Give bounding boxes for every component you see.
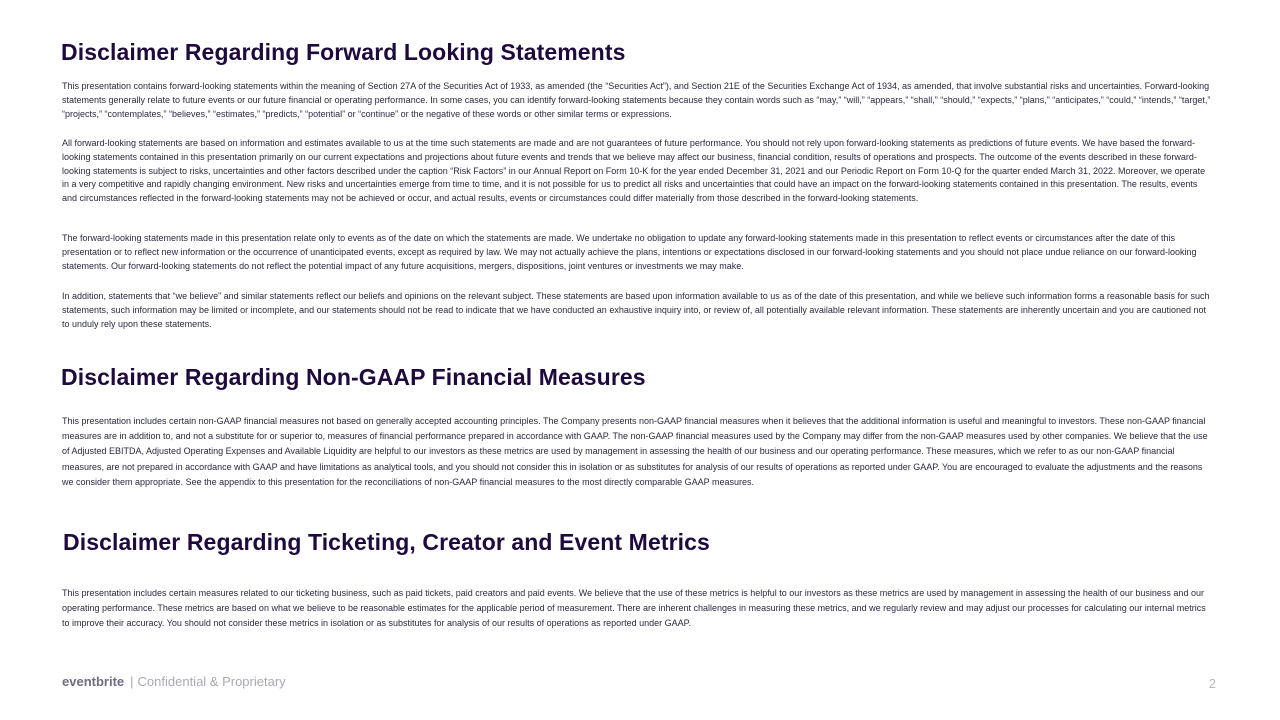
heading-non-gaap-financial-measures: Disclaimer Regarding Non-GAAP Financial Measures — [61, 364, 646, 390]
footer-brand-logo: eventbrite — [62, 674, 125, 689]
forward-looking-paragraph-3: The forward-looking statements made in this presentation relate only to events as of the date on which the statements are made. We undertake no obligation to update any forward-looking statements made in this presentation to reflect events or circumstances after the date of this presentation or to reflect new information or the occurrence of unanticipated events, except as required by law. We may not actually achieve the plans, intentions or expectations disclosed in our forward-looking statements and you should not place undue reliance on our forward-looking statements. Our forward-looking statements do not reflect the potential impact of any future acquisitions, mergers, dispositions, joint ventures or investments we may make. — [62, 233, 1197, 271]
non-gaap-paragraph: This presentation includes certain non-GAAP financial measures not based on generally accepted accounting principles. The Company presents non-GAAP financial measures when it believes that the additional information is useful and meaningful to investors. These non-GAAP financial measures are in addition to, and not a substitute for or superior to, measures of financial performance prepared in accordance with GAAP. The non-GAAP financial measures used by the Company may differ from the non-GAAP measures used by other companies. We believe that the use of Adjusted EBITDA, Adjusted Operating Expenses and Available Liquidity are helpful to our investors as these metrics are used by management in assessing the health of our business and our operating performance. These measures, which we refer to as our non-GAAP financial measures, are not prepared in accordance with GAAP and have limitations as analytical tools, and you should not consider this in isolation or as substitutes for analysis of our results of operations as reported under GAAP. You are encouraged to evaluate the adjustments and the reasons we consider them appropriate. See the appendix to this presentation for the reconciliations of non-GAAP financial measures to the most directly comparable GAAP measures. — [62, 416, 1208, 487]
ticketing-paragraph: This presentation includes certain measures related to our ticketing business, such as paid tickets, paid creators and paid events. We believe that the use of these metrics is helpful to our investors as these metrics are used by management in assessing the health of our business and our operating performance. These metrics are based on what we believe to be reasonable estimates for the applicable period of measurement. There are inherent challenges in measuring these metrics, and we regularly review and may adjust our processes for calculating our internal metrics to improve their accuracy. You should not consider these metrics in isolation or as substitutes for analysis of our results of operations as reported under GAAP. — [62, 588, 1206, 629]
footer-separator: | — [130, 674, 134, 689]
footer — [62, 674, 286, 690]
forward-looking-paragraph-4: In addition, statements that “we believe” and similar statements reflect our beliefs and opinions on the relevant subject. These statements are based upon information available to us as of the date of this presentation, and while we believe such information forms a reasonable basis for such statements, such information may be limited or incomplete, and our statements should not be read to indicate that we have conducted an exhaustive inquiry into, or review of, all potentially available relevant information. These statements are inherently uncertain and you are cautioned not to unduly rely upon these statements. — [62, 291, 1210, 329]
heading-ticketing-creator-event-metrics: Disclaimer Regarding Ticketing, Creator and Event Metrics — [63, 529, 710, 555]
footer-confidential-label: Confidential & Proprietary — [137, 674, 286, 689]
heading-forward-looking-statements: Disclaimer Regarding Forward Looking Statements — [61, 39, 626, 65]
forward-looking-paragraph-1: This presentation contains forward-looking statements within the meaning of Section 27A of the Securities Act of 1933, as amended (the “Securities Act”), and Section 21E of the Securities Exchange Act of 1934, as amended, that involve substantial risks and uncertainties. Forward-looking statements generally relate to future events or our future financial or operating performance. In some cases, you can identify forward-looking statements because they contain words such as “may,” “will,” “appears,” “shall,” “should,” “expects,” “plans,” “anticipates,” “could,” “intends,” “target,” “projects,” “contemplates,” “believes,” “estimates,” “predicts,” “potential” or “continue” or the negative of these words or other similar terms or expressions. — [62, 81, 1211, 119]
page-number: 2 — [1208, 676, 1216, 691]
forward-looking-paragraph-2: All forward-looking statements are based on information and estimates available to us at the time such statements are made and are not guarantees of future performance. You should not rely upon forward-looking statements as predictions of future events. We have based the forward-looking statements contained in this presentation primarily on our current expectations and projections about future events and trends that we believe may affect our business, financial condition, results of operations and prospects. The outcome of the events described in these forward-looking statements is subject to risks, uncertainties and other factors described under the caption “Risk Factors” in our Annual Report on Form 10-K for the year ended December 31, 2021 and our Periodic Report on Form 10-Q for the quarter ended March 31, 2022. Moreover, we operate in a very competitive and rapidly changing environment. New risks and uncertainties emerge from time to time, and it is not possible for us to predict all risks and uncertainties that could have an impact on the forward-looking statements contained in this presentation. The results, events and circumstances reflected in the forward-looking statements may not be achieved or occur, and actual results, events or circumstances could differ materially from those described in the forward-looking statements. — [62, 138, 1206, 204]
